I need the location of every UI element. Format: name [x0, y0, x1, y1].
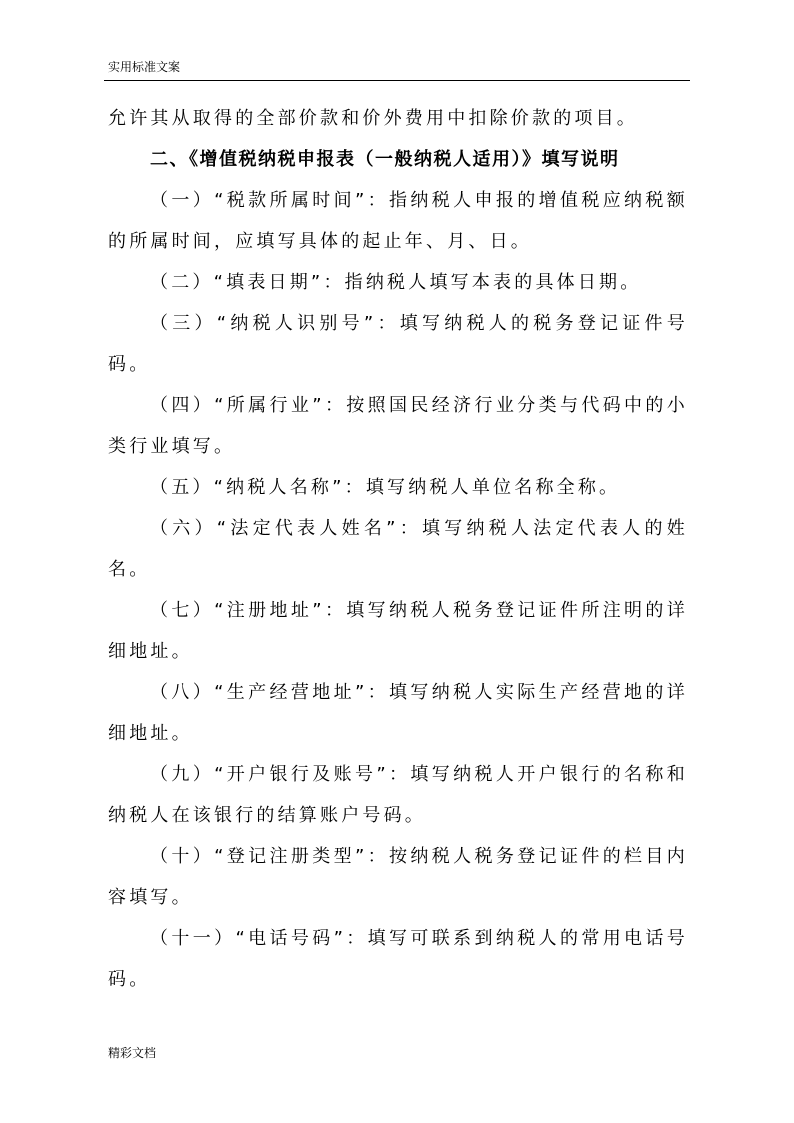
footer-label: 精彩文档 [108, 1046, 157, 1060]
paragraph-item-3: （三）“纳税人识别号”：填写纳税人的税务登记证件号码。 [108, 313, 688, 375]
document-body [108, 98, 688, 1000]
paragraph-item-9: （九）“开户银行及账号”：填写纳税人开户银行的名称和纳税人在该银行的结算账户号码。 [108, 764, 688, 826]
paragraph-item-8: （八）“生产经营地址”：填写纳税人实际生产经营地的详细地址。 [108, 682, 688, 744]
paragraph-item-11: （十一）“电话号码”：填写可联系到纳税人的常用电话号码。 [108, 928, 688, 990]
section-heading: 二、《增值税纳税申报表（一般纳税人适用）》填写说明 [150, 149, 620, 170]
paragraph-continuation: 允许其从取得的全部价款和价外费用中扣除价款的项目。 [108, 108, 638, 129]
paragraph-item-6: （六）“法定代表人姓名”：填写纳税人法定代表人的姓名。 [108, 518, 688, 580]
paragraph-item-5: （五）“纳税人名称”：填写纳税人单位名称全称。 [150, 477, 621, 498]
paragraph-item-7: （七）“注册地址”：填写纳税人税务登记证件所注明的详细地址。 [108, 600, 688, 662]
paragraph-item-10: （十）“登记注册类型”：按纳税人税务登记证件的栏目内容填写。 [108, 846, 688, 908]
paragraph-item-2: （二）“填表日期”：指纳税人填写本表的具体日期。 [150, 272, 642, 293]
header-label: 实用标准文案 [108, 60, 181, 74]
header-divider [104, 80, 690, 81]
paragraph-item-4: （四）“所属行业”：按照国民经济行业分类与代码中的小类行业填写。 [108, 395, 688, 457]
paragraph-item-1: （一）“税款所属时间”：指纳税人申报的增值税应纳税额的所属时间，应填写具体的起止年、月、日。 [108, 190, 688, 252]
